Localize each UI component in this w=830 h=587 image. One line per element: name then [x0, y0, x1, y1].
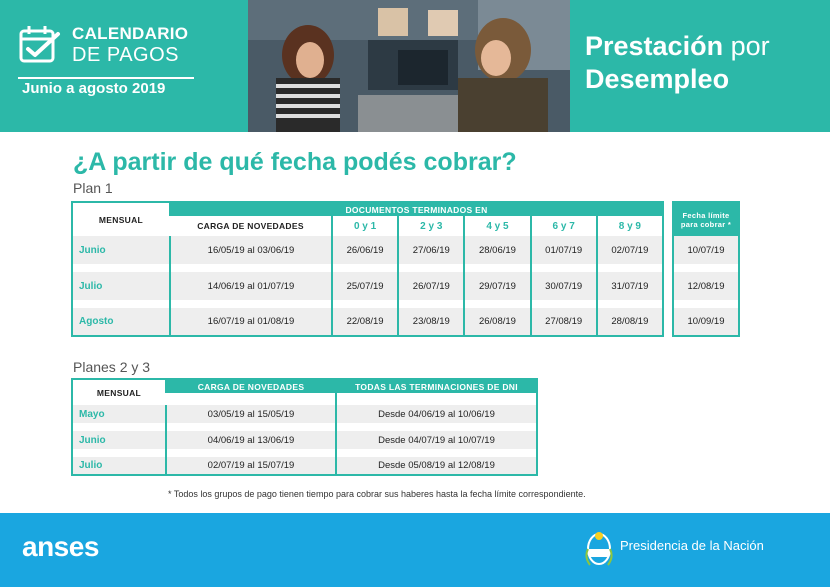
limit-header — [673, 202, 739, 236]
carga-cell: 14/06/19 al 01/07/19 — [170, 272, 332, 300]
month-cell: Julio — [72, 272, 170, 300]
limit-cell: 10/07/19 — [673, 236, 739, 264]
date-cell: 27/08/19 — [531, 308, 597, 336]
carga-cell: 02/07/19 al 15/07/19 — [166, 457, 336, 475]
month-cell: Junio — [72, 431, 166, 449]
date-cell: 01/07/19 — [531, 236, 597, 264]
date-cell: 28/08/19 — [597, 308, 663, 336]
date-cell: 26/08/19 — [464, 308, 530, 336]
table-row — [72, 272, 663, 300]
carga-cell: 04/06/19 al 13/06/19 — [166, 431, 336, 449]
carga-cell: 16/07/19 al 01/08/19 — [170, 308, 332, 336]
carga-cell: 03/05/19 al 15/05/19 — [166, 405, 336, 423]
program-title-line2: Desempleo — [585, 64, 730, 94]
date-cell: 02/07/19 — [597, 236, 663, 264]
anses-logo: anses — [22, 531, 99, 562]
table-row — [72, 431, 537, 449]
limit-cell: 10/09/19 — [673, 308, 739, 336]
calendar-subtitle: DE PAGOS — [72, 44, 179, 66]
date-cell: 23/08/19 — [398, 308, 464, 336]
limit-header-line2: para cobrar * — [680, 219, 732, 229]
carga-cell: 16/05/19 al 03/06/19 — [170, 236, 332, 264]
calendar-check-icon — [18, 24, 62, 68]
header-banner — [0, 0, 830, 132]
date-cell: 29/07/19 — [464, 272, 530, 300]
program-title-bold: Prestación — [585, 31, 724, 61]
presidencia-label: Presidencia de la Nación — [620, 538, 764, 553]
month-cell: Julio — [72, 457, 166, 475]
date-cell: 27/06/19 — [398, 236, 464, 264]
program-title-connector: por — [723, 31, 770, 61]
date-cell: 31/07/19 — [597, 272, 663, 300]
limit-header-line1: Fecha límite — [682, 210, 730, 220]
termination-header: 2 y 3 — [398, 216, 464, 236]
office-photo — [248, 0, 570, 132]
cobro-cell: Desde 04/06/19 al 10/06/19 — [336, 405, 537, 423]
program-title — [585, 30, 770, 96]
plan1-table — [71, 201, 664, 337]
plan23-table — [71, 378, 538, 476]
table-row — [72, 308, 663, 336]
termination-header: 4 y 5 — [464, 216, 530, 236]
carga-header: CARGA DE NOVEDADES — [166, 379, 336, 393]
docs-header: DOCUMENTOS TERMINADOS EN — [170, 202, 663, 216]
date-cell: 26/07/19 — [398, 272, 464, 300]
date-cell: 25/07/19 — [332, 272, 398, 300]
calendar-title: CALENDARIO — [72, 24, 189, 43]
table-row — [72, 457, 537, 475]
limit-cell: 12/08/19 — [673, 272, 739, 300]
date-cell: 26/06/19 — [332, 236, 398, 264]
divider — [18, 77, 194, 79]
termination-header: 0 y 1 — [332, 216, 398, 236]
calendar-period: Junio a agosto 2019 — [22, 80, 166, 97]
page-title: ¿A partir de qué fecha podés cobrar? — [73, 148, 517, 176]
date-cell: 22/08/19 — [332, 308, 398, 336]
footnote: * Todos los grupos de pago tienen tiempo para cobrar sus haberes hasta la fecha límite correspondiente. — [168, 489, 586, 499]
limit-table — [672, 201, 740, 337]
termination-header: 8 y 9 — [597, 216, 663, 236]
date-cell: 30/07/19 — [531, 272, 597, 300]
plan23-label: Planes 2 y 3 — [73, 359, 151, 375]
carga-header: CARGA DE NOVEDADES — [170, 216, 332, 236]
national-shield-icon — [584, 527, 614, 569]
dni-header: TODAS LAS TERMINACIONES DE DNI — [336, 379, 537, 393]
date-cell: 28/06/19 — [464, 236, 530, 264]
table-row — [72, 405, 537, 423]
month-cell: Mayo — [72, 405, 166, 423]
month-cell: Junio — [72, 236, 170, 264]
mensual-header: MENSUAL — [72, 379, 166, 405]
termination-header: 6 y 7 — [531, 216, 597, 236]
mensual-header: MENSUAL — [72, 202, 170, 236]
plan1-label: Plan 1 — [73, 180, 113, 196]
month-cell: Agosto — [72, 308, 170, 336]
table-row — [72, 236, 663, 264]
cobro-cell: Desde 04/07/19 al 10/07/19 — [336, 431, 537, 449]
footer-banner — [0, 513, 830, 587]
cobro-cell: Desde 05/08/19 al 12/08/19 — [336, 457, 537, 475]
